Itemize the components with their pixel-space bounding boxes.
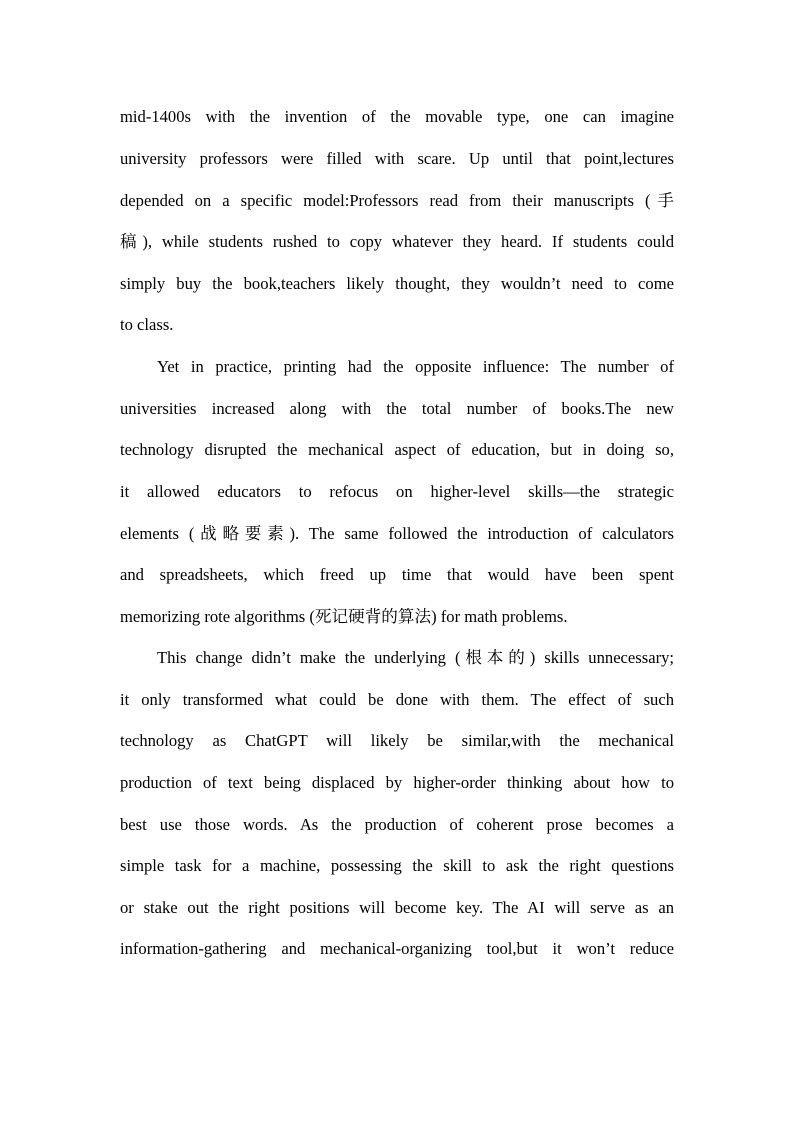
text-line: it only transformed what could be done with them. The effect of such (120, 690, 674, 709)
text-line: memorizing rote algorithms (死记硬背的算法) for math problems. (120, 607, 568, 626)
text-line: mid-1400s with the invention of the movable type, one can imagine (120, 107, 674, 126)
text-line: university professors were filled with scare. Up until that point,lectures (120, 149, 674, 168)
text-line: it allowed educators to refocus on higher-level skills—the strategic (120, 482, 674, 501)
text-line: production of text being displaced by higher-order thinking about how to (120, 773, 674, 792)
text-line: depended on a specific model:Professors read from their manuscripts (手 (120, 191, 674, 210)
text-line: technology as ChatGPT will likely be similar,with the mechanical (120, 731, 674, 750)
text-line: simply buy the book,teachers likely thought, they wouldn’t need to come (120, 274, 674, 293)
text-line: and spreadsheets, which freed up time that would have been spent (120, 565, 674, 584)
text-line: to class. (120, 315, 174, 334)
text-line: or stake out the right positions will become key. The AI will serve as an (120, 898, 674, 917)
text-line: best use those words. As the production of coherent prose becomes a (120, 815, 674, 834)
text-line: elements (战略要素). The same followed the introduction of calculators (120, 524, 674, 543)
text-line: simple task for a machine, possessing the skill to ask the right questions (120, 856, 674, 875)
text-line: information-gathering and mechanical-organizing tool,but it won’t reduce (120, 939, 674, 958)
paragraph-first-line: Yet in practice, printing had the opposite influence: The number of (157, 357, 674, 376)
paragraph-first-line: This change didn’t make the underlying (根本的) skills unnecessary; (157, 648, 674, 667)
text-line: 稿), while students rushed to copy whatever they heard. If students could (120, 232, 674, 251)
text-line: technology disrupted the mechanical aspect of education, but in doing so, (120, 440, 674, 459)
text-line: universities increased along with the total number of books.The new (120, 399, 674, 418)
